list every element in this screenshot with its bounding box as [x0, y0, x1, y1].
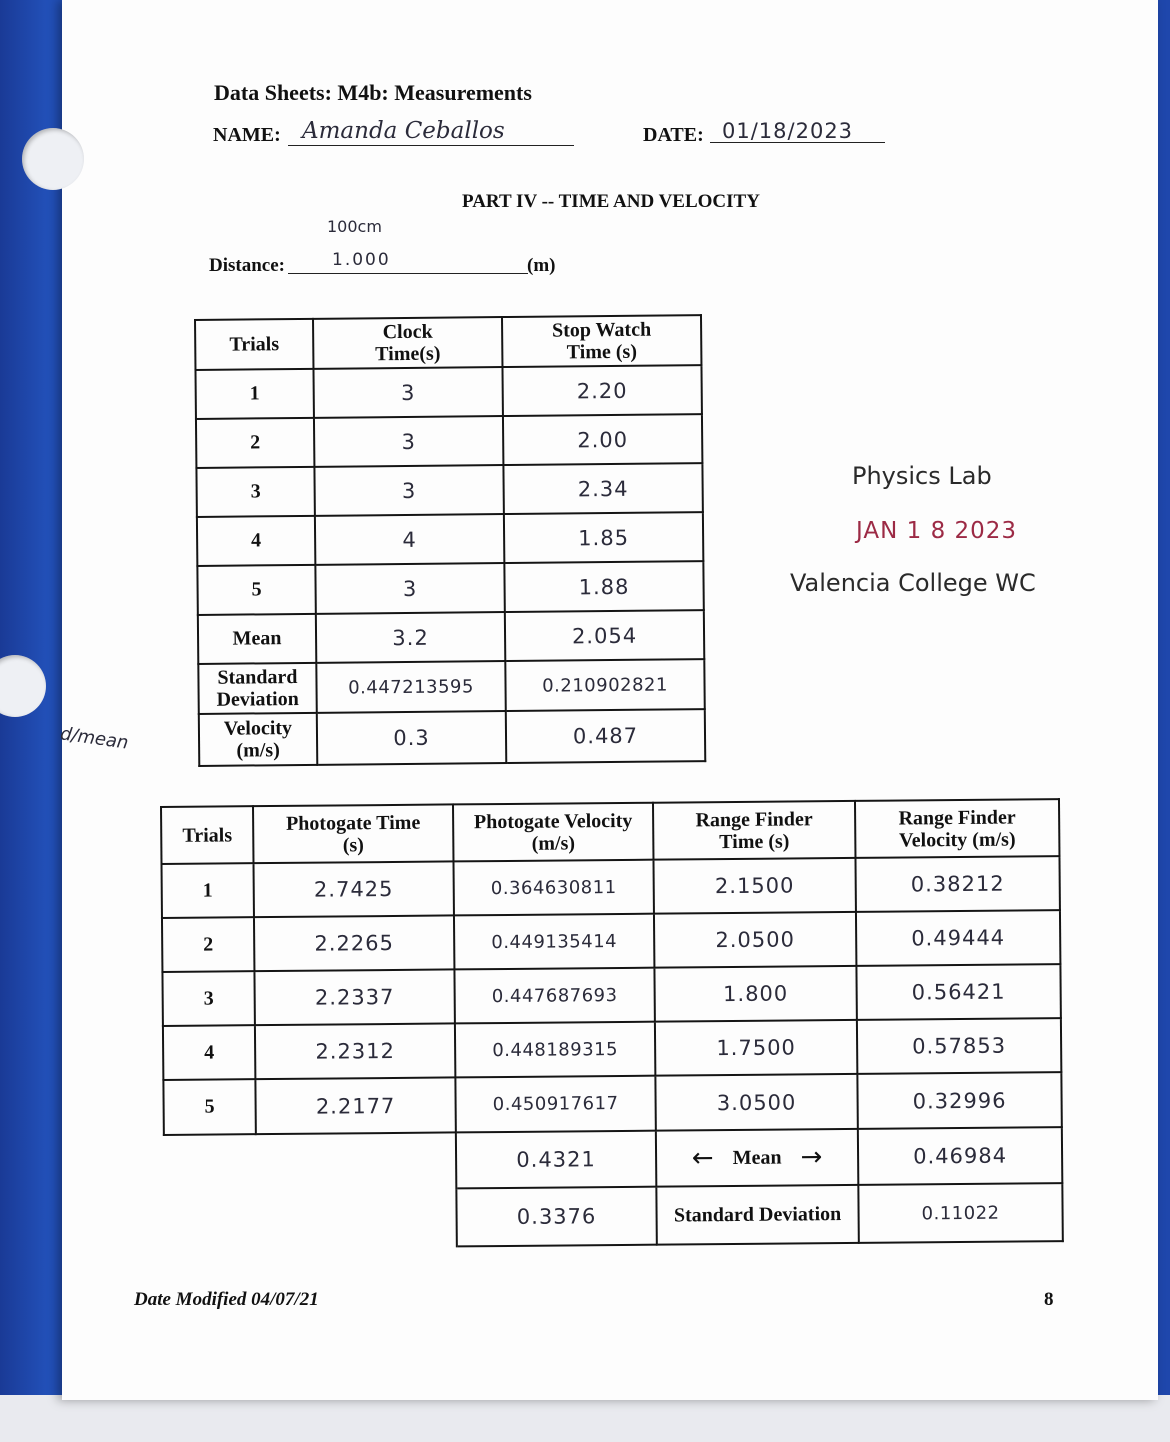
stopwatch-velocity-cell: 0.487	[506, 709, 705, 763]
photogate-velocity-cell: 0.447687693	[454, 968, 654, 1024]
trial-label: 2	[196, 418, 314, 468]
mean-label: Mean	[198, 614, 316, 664]
header-trials: Trials	[195, 319, 313, 370]
photogate-velocity-cell: 0.450917617	[455, 1076, 655, 1133]
photogate-rangefinder-table	[160, 798, 1064, 1250]
time-table-header	[195, 315, 701, 370]
arrow-right-icon: →	[800, 1142, 823, 1173]
rangefinder-velocity-cell: 0.38212	[855, 856, 1059, 912]
rangefinder-velocity-mean: 0.46984	[858, 1127, 1062, 1185]
distance-unit: (m)	[527, 255, 556, 276]
clock-time-cell: 3	[315, 563, 504, 614]
distance-note: 100cm	[327, 217, 382, 236]
table-row	[196, 463, 702, 517]
distance-underline	[288, 273, 528, 274]
distance-label: Distance:	[209, 255, 285, 276]
trial-label: 5	[197, 565, 315, 615]
empty-cell	[256, 1132, 456, 1190]
photogate-time-cell: 2.2312	[255, 1023, 455, 1079]
page-number: 8	[1044, 1289, 1054, 1310]
clock-time-cell: 3	[314, 465, 503, 516]
stamp-date: JAN 1 8 2023	[856, 518, 1018, 544]
stopwatch-time-cell: 2.00	[503, 414, 702, 465]
clock-time-cell: 3	[314, 416, 503, 467]
table-row	[162, 910, 1060, 972]
header-rangefinder-time: Range Finder Time (s)	[653, 801, 855, 860]
table-surface	[0, 1395, 1170, 1442]
rangefinder-velocity-cell: 0.57853	[857, 1018, 1061, 1074]
header-rangefinder-velocity: Range Finder Velocity (m/s)	[855, 799, 1059, 858]
trial-label: 4	[197, 516, 315, 566]
photogate-time-cell: 2.2337	[254, 969, 454, 1025]
header-photogate-velocity: Photogate Velocity (m/s)	[453, 803, 653, 862]
clock-time-cell: 4	[315, 514, 504, 565]
trial-number: 2	[162, 917, 254, 972]
name-label: NAME:	[213, 124, 281, 146]
date-label: DATE:	[643, 124, 704, 146]
stamp-lab: Physics Lab	[852, 462, 992, 490]
photogate-velocity-cell: 0.448189315	[455, 1022, 655, 1078]
rangefinder-velocity-std: 0.11022	[858, 1183, 1062, 1243]
table-row	[196, 414, 702, 468]
empty-cell	[256, 1188, 456, 1248]
rangefinder-velocity-cell: 0.49444	[856, 910, 1060, 966]
stopwatch-time-cell: 1.85	[504, 512, 703, 563]
rangefinder-time-cell: 1.7500	[655, 1020, 857, 1076]
trial-number: 3	[162, 971, 254, 1026]
table-row	[195, 365, 701, 419]
std-dev-label: Standard Deviation	[198, 663, 316, 714]
rangefinder-time-cell: 2.0500	[654, 912, 856, 968]
table2-header	[161, 799, 1059, 864]
header-trials: Trials	[161, 806, 253, 864]
rangefinder-time-cell: 3.0500	[655, 1074, 857, 1131]
photogate-time-cell: 2.7425	[254, 861, 454, 917]
stopwatch-time-cell: 1.88	[504, 561, 703, 612]
photogate-velocity-mean: 0.4321	[456, 1131, 656, 1189]
sheet-title: Data Sheets: M4b: Measurements	[214, 80, 532, 105]
header-photogate-time: Photogate Time (s)	[253, 804, 453, 863]
photogate-velocity-std: 0.3376	[456, 1187, 656, 1247]
clock-std-cell: 0.447213595	[316, 661, 505, 713]
std-dev-label: Standard Deviation	[656, 1185, 858, 1245]
name-value: Amanda Ceballos	[302, 118, 505, 144]
photogate-time-cell: 2.2177	[255, 1077, 455, 1134]
trial-label: 3	[196, 467, 314, 517]
table-row	[162, 964, 1060, 1026]
date-modified: Date Modified 04/07/21	[134, 1289, 319, 1310]
stopwatch-time-cell: 2.20	[502, 365, 701, 416]
std-dev-row	[164, 1183, 1062, 1249]
trial-label: 1	[195, 369, 313, 419]
part-title: PART IV -- TIME AND VELOCITY	[462, 191, 760, 212]
clock-time-cell: 3	[313, 367, 502, 418]
std-dev-row	[198, 659, 704, 714]
header-clock-time: Clock Time(s)	[313, 317, 502, 369]
stopwatch-time-cell: 2.34	[503, 463, 702, 514]
mean-label: Mean	[732, 1146, 782, 1170]
rangefinder-velocity-cell: 0.32996	[857, 1072, 1061, 1129]
photogate-time-cell: 2.2265	[254, 915, 454, 971]
table-row	[197, 512, 703, 566]
rangefinder-time-cell: 2.1500	[653, 858, 855, 914]
photogate-velocity-cell: 0.449135414	[454, 914, 654, 970]
stopwatch-std-cell: 0.210902821	[505, 659, 704, 711]
rangefinder-time-cell: 1.800	[654, 966, 856, 1022]
velocity-label: Velocity (m/s)	[199, 713, 317, 766]
time-table	[194, 314, 706, 767]
clock-velocity-cell: 0.3	[317, 711, 506, 765]
table-row	[162, 856, 1060, 918]
photogate-velocity-cell: 0.364630811	[453, 860, 653, 916]
trial-number: 4	[163, 1025, 255, 1080]
stopwatch-mean-cell: 2.054	[505, 610, 704, 661]
rangefinder-velocity-cell: 0.56421	[856, 964, 1060, 1020]
table-row	[163, 1072, 1061, 1135]
name-underline	[288, 145, 574, 146]
trial-number: 5	[163, 1079, 255, 1135]
empty-cell	[164, 1190, 257, 1249]
header-stopwatch-time: Stop Watch Time (s)	[502, 315, 701, 367]
table-row	[197, 561, 703, 615]
mean-row	[198, 610, 704, 664]
empty-cell	[164, 1134, 256, 1191]
arrow-left-icon: ←	[691, 1143, 714, 1174]
distance-value: 1.000	[332, 250, 391, 270]
punch-hole-top	[22, 128, 84, 190]
mean-label-cell	[656, 1129, 858, 1187]
table-row	[163, 1018, 1061, 1080]
date-value: 01/18/2023	[722, 119, 854, 143]
trial-number: 1	[162, 863, 254, 918]
mean-row	[164, 1127, 1062, 1191]
clock-mean-cell: 3.2	[316, 612, 505, 663]
velocity-formula-note: d/mean	[58, 723, 130, 754]
stamp-college: Valencia College WC	[790, 569, 1036, 597]
velocity-row	[199, 709, 705, 766]
